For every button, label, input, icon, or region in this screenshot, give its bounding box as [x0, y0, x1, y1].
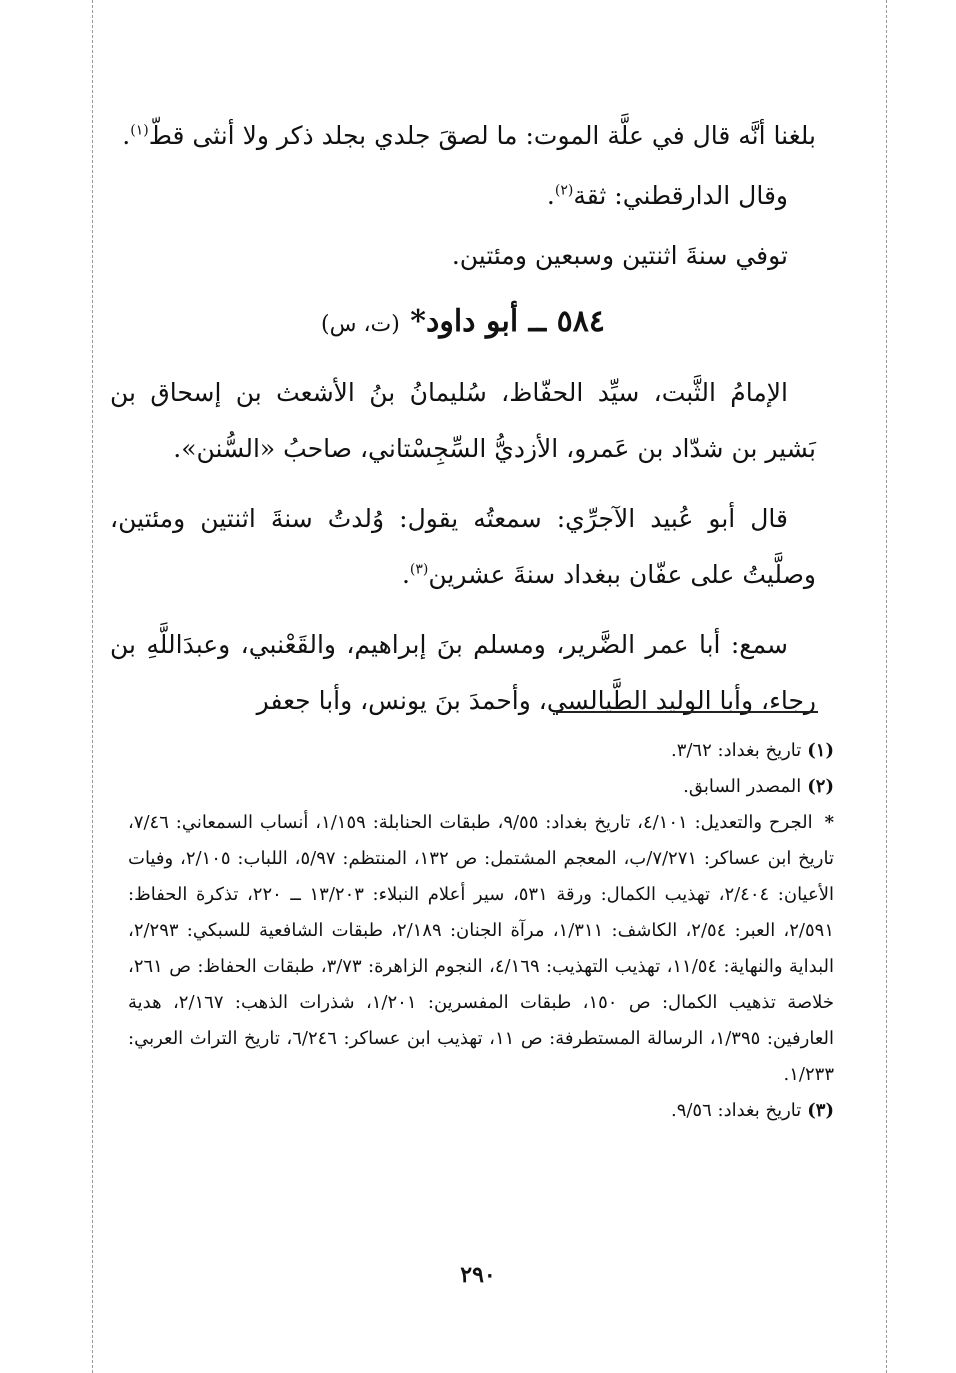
footnote-number: (٣) — [807, 1100, 834, 1121]
footnote-1 — [128, 733, 834, 769]
footnote-text: تاريخ بغداد: ٩/٥٦. — [670, 1100, 802, 1121]
asterisk-marker: * — [824, 812, 834, 833]
page-number: ٢٩٠ — [460, 1262, 496, 1288]
footnote-sources — [128, 805, 834, 1093]
footnote-number: (١) — [807, 740, 834, 761]
scan-margin-line-left — [92, 0, 93, 1373]
footnote-ref: (٣) — [409, 561, 429, 578]
footnote-ref: (١) — [130, 122, 149, 139]
scan-margin-line-right — [886, 0, 887, 1373]
entry-title: ٥٨٤ ــ أبو داود* — [410, 304, 605, 339]
paragraph-text: وقال الدارقطني: ثقة — [573, 181, 788, 210]
footnote-text: المصدر السابق. — [683, 776, 802, 797]
paragraph-text: بلغنا أنَّه قال في علَّة الموت: ما لصقَ جلدي بجلد ذكر ولا أنثى قطّ — [148, 121, 816, 150]
footnote-number: (٢) — [807, 776, 834, 797]
footnote-text: تاريخ بغداد: ٣/٦٢. — [670, 740, 802, 761]
paragraph-teachers: سمع: أبا عمر الضَّرير، ومسلم بنَ إبراهيم، والقَعْنبي، وعبدَاللَّهِ بن رجاء، وأبا الوليد الطَّيالسي، وأحمدَ بنَ يونس، وأبا جعفر — [110, 630, 816, 715]
footnote-3 — [128, 1093, 834, 1129]
entry-heading — [110, 294, 816, 353]
paragraph-death-year: توفي سنةَ اثنتين وسبعين ومئتين. — [451, 241, 788, 270]
footnote-separator — [556, 711, 818, 713]
paragraph-birth: قال أبو عُبيد الآجرِّي: سمعتُه يقول: وُلدتُ سنةَ اثنتين ومئتين، وصلَّيتُ على عفّان ببغداد سنةَ عشرين$^{(٣)}$. — [110, 504, 816, 589]
footnote-text: الجرح والتعديل: ٤/١٠١، تاريخ بغداد: ٩/٥٥، طبقات الحنابلة: ١/١٥٩، أنساب السمعاني: ٧/٤٦، تاريخ ابن عساكر: ٧/٢٧١/ب، المعجم المشتمل: ص ١٣٢، المنتظم: ٥/٩٧، اللباب: ٢/١٠٥، وفيات الأعيان: ٢/٤٠٤، تهذيب الكمال: ورقة ٥٣١، سير أعلام النبلاء: ١٣/٢٠٣ ــ ٢٢٠، تذكرة الحفاظ: ٢/٥٩١، العبر: ٢/٥٤، الكاشف: ١/٣١١، مرآة الجنان: ٢/١٨٩، طبقات الشافعية للسبكي: ٢/٢٩٣، البداية والنهاية: ١١/٥٤، تهذيب التهذيب: ٤/١٦٩، النجوم الزاهرة: ٣/٧٣، طبقات الحفاظ: ص ٢٦١، خلاصة تذهيب الكمال: ص ١٥٠، طبقات المفسرين: ١/٢٠١، شذرات الذهب: ٢/١٦٧، هدية العارفين: ١/٣٩٥، الرسالة المستطرفة: ص ١١، تهذيب ابن عساكر: ٦/٢٤٦، تاريخ التراث العربي: ١/٢٣٣. — [128, 812, 835, 1085]
paragraph-daraqutni: وقال الدارقطني: ثقة$^{(٢)}$. — [546, 181, 788, 210]
paragraph-lineage: الإمامُ الثَّبت، سيِّد الحفّاظ، سُليمانُ بنُ الأشعث بن إسحاق بن بَشير بن شدّاد بن عَمرو، الأزديُّ السِّجِسْتاني، صاحبُ «السُّنن». — [110, 378, 816, 463]
footnotes — [128, 733, 834, 1129]
footnote-ref: (٢) — [554, 182, 574, 199]
main-text — [110, 108, 816, 729]
paragraph-text: قال أبو عُبيد الآجرِّي: سمعتُه يقول: وُلدتُ سنةَ اثنتين ومئتين، وصلَّيتُ على عفّان ببغداد سنةَ عشرين — [110, 504, 816, 589]
entry-sigla: (ت، س) — [321, 312, 400, 337]
footnote-2 — [128, 769, 834, 805]
paragraph-death-saying: بلغنا أنَّه قال في علَّة الموت: ما لصقَ جلدي بجلد ذكر ولا أنثى قطّ$^{(١)}$. — [122, 121, 816, 150]
